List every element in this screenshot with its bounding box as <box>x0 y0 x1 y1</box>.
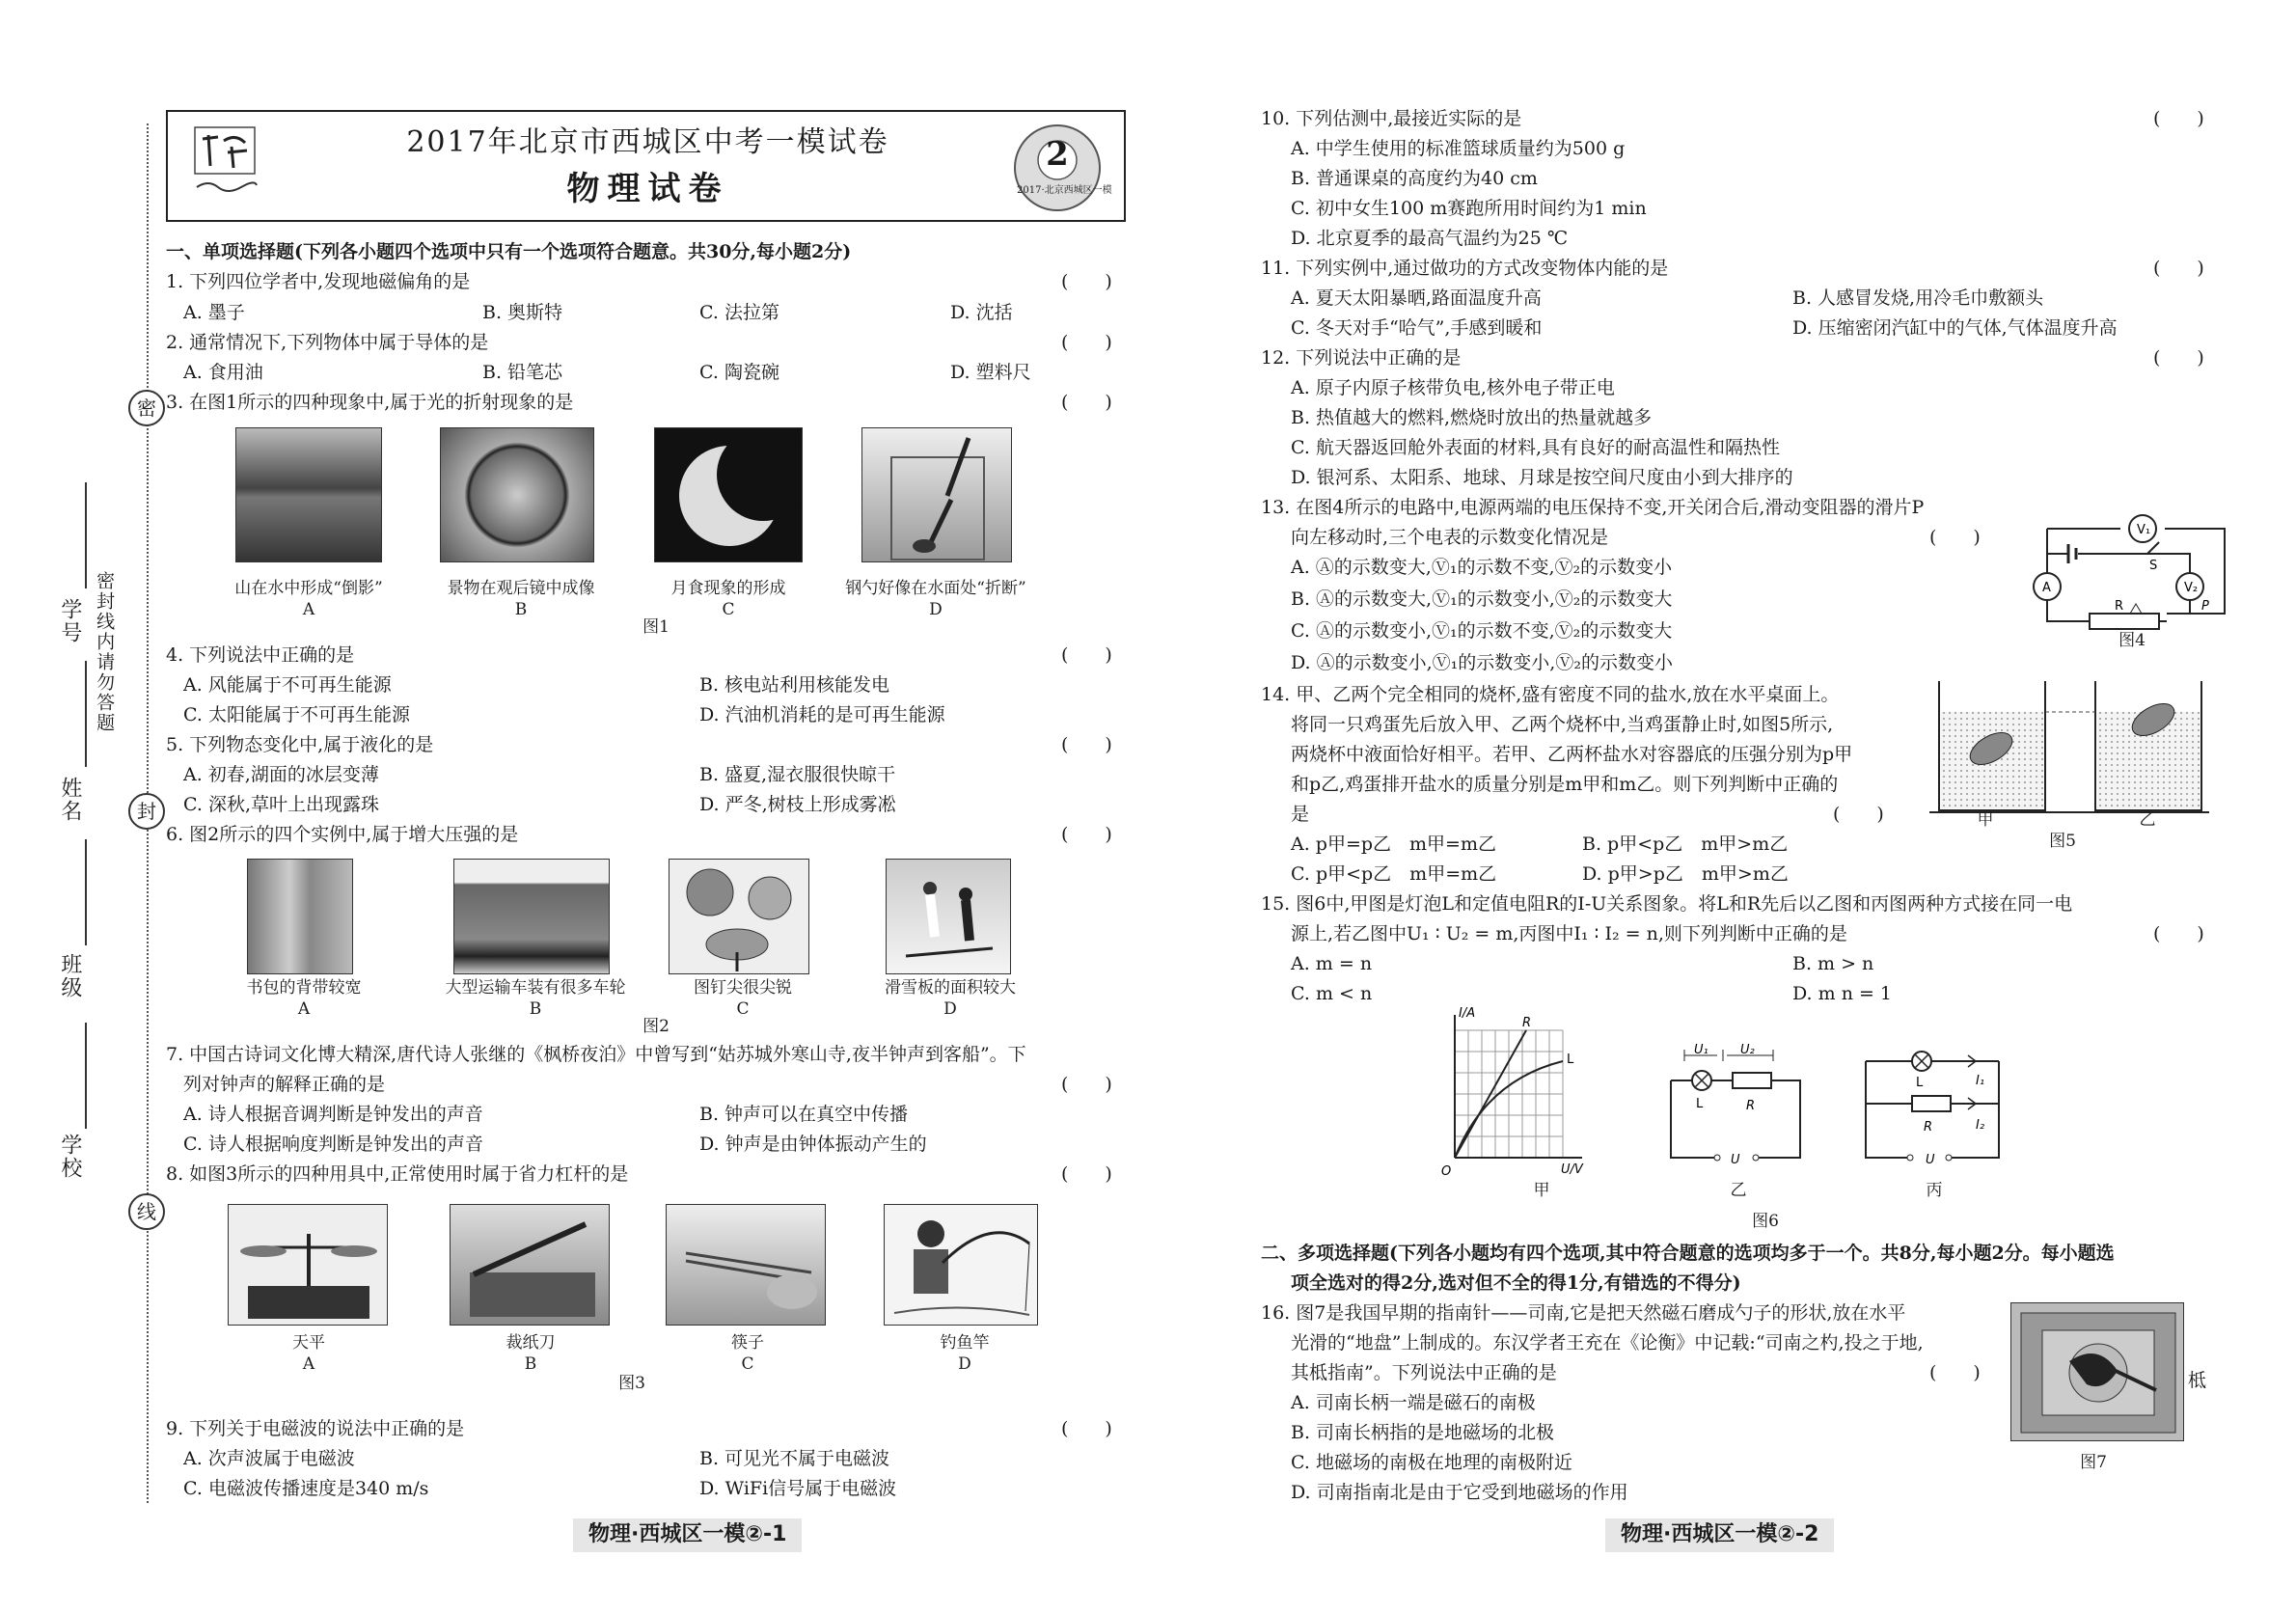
q9-option-c[interactable]: C. 电磁波传播速度是340 m/s <box>183 1478 429 1499</box>
fig1-photo-mirror <box>440 427 594 562</box>
fig1-caption-d: 钢勺好像在水面处“折断” <box>845 579 1026 598</box>
fig4-label-resistor: R <box>2115 599 2124 614</box>
q3-answer-blank[interactable]: ( ) <box>1061 392 1112 413</box>
section2-heading-line2: 项全选对的得2分,选对但不全的得1分,有错选的不得分) <box>1291 1272 1741 1294</box>
q16-line3: 其柢指南”。下列说法中正确的是 <box>1291 1362 1557 1383</box>
fig3-label-a: A <box>302 1354 315 1374</box>
fig2-caption-d: 滑雪板的面积较大 <box>885 978 1016 998</box>
fig6-curve-l: L <box>1567 1053 1574 1067</box>
q16-option-d[interactable]: D. 司南指南北是由于它受到地磁场的作用 <box>1291 1482 1628 1503</box>
fig4-title: 图4 <box>2118 631 2146 650</box>
class-line <box>85 839 87 945</box>
fig2-photo-truck <box>453 859 610 974</box>
q1-option-d[interactable]: D. 沈括 <box>950 302 1013 323</box>
fig1-photo-reflection <box>235 427 382 562</box>
q10-option-d[interactable]: D. 北京夏季的最高气温约为25 ℃ <box>1291 228 1569 249</box>
fig6-origin: O <box>1441 1164 1452 1179</box>
q7-answer-blank[interactable]: ( ) <box>1061 1074 1112 1095</box>
fig4-label-v1: V₁ <box>2137 523 2151 537</box>
q12-option-a[interactable]: A. 原子内原子核带负电,核外电子带正电 <box>1291 377 1615 398</box>
fig6-title: 图6 <box>1752 1212 1779 1231</box>
school-label: 学校 <box>57 1134 82 1180</box>
q2-option-d[interactable]: D. 塑料尺 <box>950 362 1031 383</box>
fig4-label-ammeter: A <box>2042 581 2051 595</box>
q7-option-b[interactable]: B. 钟声可以在真空中传播 <box>699 1104 909 1125</box>
page-footer-1: 物理·西城区一模②-1 <box>573 1518 802 1552</box>
q10-stem: 10. 下列估测中,最接近实际的是 <box>1261 108 1522 129</box>
q12-option-d[interactable]: D. 银河系、太阳系、地球、月球是按空间尺度由小到大排序的 <box>1291 467 1793 488</box>
fig6-label-lamp-2: L <box>1916 1076 1924 1090</box>
q2-option-c[interactable]: C. 陶瓷碗 <box>699 362 779 383</box>
fig6-axis-i: I/A <box>1459 1006 1476 1021</box>
fig2-caption-b: 大型运输车装有很多车轮 <box>445 978 626 998</box>
fig3-caption-b: 裁纸刀 <box>506 1333 556 1353</box>
seal-xian: 线 <box>128 1193 165 1230</box>
q14-option-a[interactable]: A. p甲=p乙 m甲=m乙 <box>1291 834 1496 855</box>
exam-subtitle: 物理试卷 <box>566 170 729 208</box>
fig7-label-di: 柢 <box>2188 1370 2207 1391</box>
seal-feng: 封 <box>128 793 165 830</box>
fig3-photo-fishing-rod <box>884 1204 1038 1326</box>
q14-line4: 和p乙,鸡蛋排开盐水的质量分别是m甲和m乙。则下列判断中正确的 <box>1291 774 1839 795</box>
section1-heading: 一、单项选择题(下列各小题四个选项中只有一个选项符合题意。共30分,每小题2分) <box>166 241 852 262</box>
q16-answer-blank[interactable]: ( ) <box>1929 1362 1981 1383</box>
fig5-label-jia: 甲 <box>1977 810 1994 830</box>
q9-option-d[interactable]: D. WiFi信号属于电磁波 <box>699 1478 897 1499</box>
fig2-photo-backpack <box>247 859 353 974</box>
q13-stem-line2: 向左移动时,三个电表的示数变化情况是 <box>1291 527 1609 548</box>
fig6-label-u1: U₁ <box>1694 1043 1708 1057</box>
fig2-caption-a: 书包的背带较宽 <box>246 978 362 998</box>
q2-option-a[interactable]: A. 食用油 <box>183 362 263 383</box>
q14-option-c[interactable]: C. p甲<p乙 m甲=m乙 <box>1291 863 1497 885</box>
fig6-iu-graph <box>1437 1003 1592 1185</box>
badge-text: 2017·北京西城区一模 <box>1017 185 1112 196</box>
q14-option-b[interactable]: B. p甲<p乙 m甲>m乙 <box>1582 834 1789 855</box>
fig6-axis-u: U/V <box>1561 1162 1583 1177</box>
q1-option-b[interactable]: B. 奥斯特 <box>482 302 563 323</box>
q12-answer-blank[interactable]: ( ) <box>2153 347 2204 369</box>
q2-stem: 2. 通常情况下,下列物体中属于导体的是 <box>166 332 489 353</box>
page-footer-2: 物理·西城区一模②-2 <box>1605 1518 1834 1552</box>
q15-option-b[interactable]: B. m > n <box>1792 953 1874 974</box>
q11-option-b[interactable]: B. 人感冒发烧,用冷毛巾敷额头 <box>1792 287 2044 309</box>
fig6-label-resistor: R <box>1746 1099 1756 1113</box>
fig2-photo-skiing <box>886 859 1011 974</box>
q4-answer-blank[interactable]: ( ) <box>1061 644 1112 666</box>
fig4-label-slider: P <box>2201 599 2209 614</box>
q7-option-a[interactable]: A. 诗人根据音调判断是钟发出的声音 <box>183 1104 483 1125</box>
exam-title: 2017年北京市西城区中考一模试卷 <box>406 125 889 159</box>
q2-option-b[interactable]: B. 铅笔芯 <box>482 362 563 383</box>
name-label: 姓名 <box>57 777 82 823</box>
q14-answer-blank[interactable]: ( ) <box>1833 804 1884 825</box>
fig6-curve-r: R <box>1522 1016 1532 1030</box>
fig1-photo-spoon <box>861 427 1012 562</box>
q15-option-c[interactable]: C. m < n <box>1291 983 1373 1004</box>
fig6-label-yi: 乙 <box>1730 1181 1747 1200</box>
fig6-series-circuit <box>1659 1042 1814 1177</box>
fig6-label-u2: U₂ <box>1740 1043 1755 1057</box>
fig2-label-d: D <box>943 999 957 1019</box>
fig3-caption-d: 钓鱼竿 <box>940 1333 990 1353</box>
q1-option-c[interactable]: C. 法拉第 <box>699 302 779 323</box>
q15-line1: 15. 图6中,甲图是灯泡L和定值电阻R的I-U关系图象。将L和R先后以乙图和丙图两种方式接在同一电 <box>1261 893 2073 915</box>
section2-heading-line1: 二、多项选择题(下列各小题均有四个选项,其中符合题意的选项均多于一个。共8分,每小题2分。每小题选 <box>1261 1243 2115 1264</box>
q1-stem: 1. 下列四位学者中,发现地磁偏角的是 <box>166 271 471 292</box>
q3-stem: 3. 在图1所示的四种现象中,属于光的折射现象的是 <box>166 392 574 413</box>
q15-option-a[interactable]: A. m = n <box>1291 953 1373 974</box>
q12-option-c[interactable]: C. 航天器返回舱外表面的材料,具有良好的耐高温性和隔热性 <box>1291 437 1780 458</box>
fig3-photo-paper-cutter <box>450 1204 610 1326</box>
q16-option-c[interactable]: C. 地磁场的南极在地理的南极附近 <box>1291 1452 1572 1473</box>
q15-line2: 源上,若乙图中U₁ ∶ U₂ = m,丙图中I₁ ∶ I₂ = n,则下列判断中正确的是 <box>1291 923 1847 944</box>
q5-option-d[interactable]: D. 严冬,树枝上形成雾凇 <box>699 794 896 815</box>
q14-line1: 14. 甲、乙两个完全相同的烧杯,盛有密度不同的盐水,放在水平桌面上。 <box>1261 684 1840 705</box>
name-line <box>85 661 87 767</box>
q13-option-d[interactable]: D. Ⓐ的示数变小,Ⓥ₁的示数变小,Ⓥ₂的示数变小 <box>1291 652 1673 673</box>
fig2-label-c: C <box>736 999 750 1019</box>
fig2-photo-thumbtack <box>669 859 809 974</box>
q14-option-d[interactable]: D. p甲>p乙 m甲>m乙 <box>1582 863 1789 885</box>
seal-mi: 密 <box>128 390 165 426</box>
volume-badge <box>1009 120 1112 216</box>
school-line <box>85 1023 87 1129</box>
q4-stem: 4. 下列说法中正确的是 <box>166 644 355 666</box>
q11-answer-blank[interactable]: ( ) <box>2153 258 2204 279</box>
fig3-caption-a: 天平 <box>292 1333 325 1353</box>
q13-option-c[interactable]: C. Ⓐ的示数变小,Ⓥ₁的示数不变,Ⓥ₂的示数变大 <box>1291 620 1673 642</box>
fig6-label-resistor-2: R <box>1924 1120 1933 1135</box>
fig6-label-u: U <box>1731 1153 1740 1167</box>
fig4-label-switch: S <box>2149 559 2158 573</box>
fig1-title: 图1 <box>642 617 670 637</box>
q1-answer-blank[interactable]: ( ) <box>1061 271 1112 292</box>
fig6-label-jia: 甲 <box>1533 1181 1550 1200</box>
fig4-circuit <box>2022 490 2232 654</box>
q6-answer-blank[interactable]: ( ) <box>1061 824 1112 845</box>
q9-option-b[interactable]: B. 可见光不属于电磁波 <box>699 1448 890 1469</box>
seal-note: 密封线内请勿答题 <box>94 571 116 733</box>
q13-option-b[interactable]: B. Ⓐ的示数变大,Ⓥ₁的示数变小,Ⓥ₂的示数变大 <box>1291 588 1673 610</box>
student-no-line <box>85 482 87 588</box>
fig2-label-a: A <box>297 999 311 1019</box>
q14-line3: 两烧杯中液面恰好相平。若甲、乙两杯盐水对容器底的压强分别为p甲 <box>1291 744 1853 765</box>
q7-option-d[interactable]: D. 钟声是由钟体振动产生的 <box>699 1134 927 1155</box>
q10-answer-blank[interactable]: ( ) <box>2153 108 2204 129</box>
q11-option-c[interactable]: C. 冬天对手“哈气”,手感到暖和 <box>1291 317 1543 339</box>
fig4-label-v2: V₂ <box>2184 581 2199 595</box>
q7-stem-line2: 列对钟声的解释正确的是 <box>183 1074 386 1095</box>
q15-option-d[interactable]: D. m n = 1 <box>1792 983 1893 1004</box>
fig3-photo-balance <box>228 1204 388 1326</box>
badge-number: 2 <box>1046 135 1069 174</box>
q8-stem: 8. 如图3所示的四种用具中,正常使用时属于省力杠杆的是 <box>166 1163 629 1185</box>
fig3-label-d: D <box>958 1354 971 1374</box>
q7-stem-line1: 7. 中国古诗词文化博大精深,唐代诗人张继的《枫桥夜泊》中曾写到“姑苏城外寒山寺,夜半钟声到客船”。下 <box>166 1044 1026 1065</box>
header-box <box>166 110 1126 222</box>
fig7-title: 图7 <box>2080 1453 2107 1472</box>
fig6-parallel-circuit <box>1852 1042 2016 1177</box>
fig3-title: 图3 <box>618 1374 645 1393</box>
q10-option-a[interactable]: A. 中学生使用的标准篮球质量约为500 g <box>1291 138 1626 159</box>
fig5-title: 图5 <box>2049 832 2076 851</box>
fig1-label-a: A <box>302 600 315 619</box>
fig1-label-c: C <box>722 600 735 619</box>
q5-option-a[interactable]: A. 初春,湖面的冰层变薄 <box>183 764 379 785</box>
q5-answer-blank[interactable]: ( ) <box>1061 734 1112 755</box>
q5-stem: 5. 下列物态变化中,属于液化的是 <box>166 734 434 755</box>
q12-stem: 12. 下列说法中正确的是 <box>1261 347 1462 369</box>
fig7-photo-sinan <box>2010 1302 2184 1441</box>
q10-option-b[interactable]: B. 普通课桌的高度约为40 cm <box>1291 168 1538 189</box>
fig1-caption-c: 月食现象的形成 <box>670 579 786 598</box>
fig3-label-c: C <box>741 1354 754 1374</box>
q9-answer-blank[interactable]: ( ) <box>1061 1418 1112 1439</box>
q2-answer-blank[interactable]: ( ) <box>1061 332 1112 353</box>
q16-option-a[interactable]: A. 司南长柄一端是磁石的南极 <box>1291 1392 1536 1413</box>
fig2-caption-c: 图钉尖很尖锐 <box>694 978 792 998</box>
class-label: 班级 <box>57 953 82 999</box>
fig3-caption-c: 筷子 <box>731 1333 764 1353</box>
q16-option-b[interactable]: B. 司南长柄指的是地磁场的北极 <box>1291 1422 1555 1443</box>
q4-option-d[interactable]: D. 汽油机消耗的是可再生能源 <box>699 704 945 725</box>
fig6-label-i1: I₁ <box>1976 1074 1985 1088</box>
fig1-label-d: D <box>929 600 943 619</box>
fig6-label-i2: I₂ <box>1976 1118 1985 1133</box>
q14-line5: 是 <box>1291 804 1310 825</box>
q6-stem: 6. 图2所示的四个实例中,属于增大压强的是 <box>166 824 519 845</box>
q1-option-a[interactable]: A. 墨子 <box>183 302 245 323</box>
fig1-photo-eclipse <box>654 427 803 562</box>
q12-option-b[interactable]: B. 热值越大的燃料,燃烧时放出的热量就越多 <box>1291 407 1653 428</box>
student-no-label: 学号 <box>57 598 82 644</box>
fig1-label-b: B <box>514 600 528 619</box>
q5-option-b[interactable]: B. 盛夏,湿衣服很快晾干 <box>699 764 896 785</box>
q11-option-a[interactable]: A. 夏天太阳暴晒,路面温度升高 <box>1291 287 1542 309</box>
q4-option-c[interactable]: C. 太阳能属于不可再生能源 <box>183 704 410 725</box>
fig5-beakers <box>1929 681 2209 828</box>
q11-stem: 11. 下列实例中,通过做功的方式改变物体内能的是 <box>1261 258 1669 279</box>
q4-option-b[interactable]: B. 核电站利用核能发电 <box>699 674 890 696</box>
fig2-label-b: B <box>529 999 542 1019</box>
q16-line1: 16. 图7是我国早期的指南针——司南,它是把天然磁石磨成勺子的形状,放在水平 <box>1261 1302 1906 1324</box>
q13-answer-blank[interactable]: ( ) <box>1929 527 1981 548</box>
fig6-label-bing: 丙 <box>1926 1181 1943 1200</box>
q13-stem-line1: 13. 在图4所示的电路中,电源两端的电压保持不变,开关闭合后,滑动变阻器的滑片P <box>1261 497 1925 518</box>
q9-option-a[interactable]: A. 次声波属于电磁波 <box>183 1448 355 1469</box>
q16-line2: 光滑的“地盘”上制成的。东汉学者王充在《论衡》中记载:“司南之杓,投之于地, <box>1291 1332 1924 1353</box>
q13-option-a[interactable]: A. Ⓐ的示数变大,Ⓥ₁的示数不变,Ⓥ₂的示数变小 <box>1291 557 1673 578</box>
fig3-photo-chopsticks <box>666 1204 826 1326</box>
q10-option-c[interactable]: C. 初中女生100 m赛跑所用时间约为1 min <box>1291 198 1647 219</box>
fig5-label-yi: 乙 <box>2139 810 2156 830</box>
q14-line2: 将同一只鸡蛋先后放入甲、乙两个烧杯中,当鸡蛋静止时,如图5所示, <box>1291 714 1834 735</box>
fig1-caption-a: 山在水中形成“倒影” <box>234 579 383 598</box>
q4-option-a[interactable]: A. 风能属于不可再生能源 <box>183 674 392 696</box>
fig3-label-b: B <box>524 1354 537 1374</box>
fig1-caption-b: 景物在观后镜中成像 <box>447 579 595 598</box>
q8-answer-blank[interactable]: ( ) <box>1061 1163 1112 1185</box>
q11-option-d[interactable]: D. 压缩密闭汽缸中的气体,气体温度升高 <box>1792 317 2118 339</box>
q9-stem: 9. 下列关于电磁波的说法中正确的是 <box>166 1418 465 1439</box>
q7-option-c[interactable]: C. 诗人根据响度判断是钟发出的声音 <box>183 1134 483 1155</box>
q15-answer-blank[interactable]: ( ) <box>2153 923 2204 944</box>
fig2-title: 图2 <box>642 1017 670 1036</box>
q5-option-c[interactable]: C. 深秋,草叶上出现露珠 <box>183 794 379 815</box>
fig6-label-lamp: L <box>1696 1097 1704 1111</box>
fig6-label-u-2: U <box>1926 1153 1935 1167</box>
